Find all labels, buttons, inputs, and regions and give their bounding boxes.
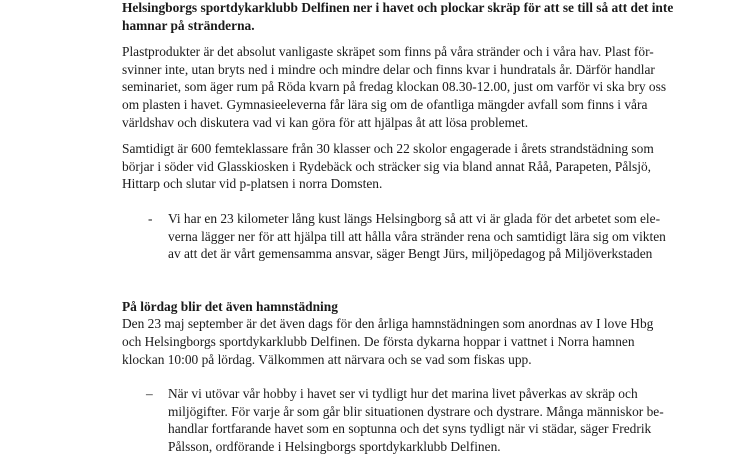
- quote-line: av att det är vårt gemensamma ansvar, säger Bengt Jürs, miljöpedagog på Miljöverkstaden: [168, 246, 653, 262]
- quote-fredrik-palsson: [122, 385, 664, 455]
- paragraph-line: seminariet, som äger rum på Röda kvarn på fredag klockan 08.30-12.00, just om varför vi ska bry oss: [122, 79, 667, 95]
- headline-line: Helsingborgs sportdykarklubb Delfinen ner i havet och plockar skräp för att se till så att det inte: [122, 0, 674, 15]
- paragraph-beach-cleanup: [122, 140, 654, 193]
- paragraph-line: världshav och diskutera vad vi kan göra för att hjälpas åt att lösa problemet.: [122, 114, 529, 130]
- paragraph-line: Hittarp och slutar vid p-platsen i norra Domsten.: [122, 176, 383, 192]
- quote-line: När vi utövar vår hobby i havet ser vi tydligt hur det marina livet påverkas av skräp och: [168, 386, 638, 402]
- paragraph-line: klockan 10:00 på lördag. Välkommen att närvara och se vad som fiskas upp.: [122, 351, 532, 367]
- paragraph-line: och Helsingborgs sportdykarklubb Delfinen. De första dykarna hoppar i vattnet i Norra hamnen: [122, 333, 635, 349]
- quote-line: Vi har en 23 kilometer lång kust längs Helsingborg så att vi är glada för det arbetet som ele-: [168, 210, 661, 226]
- paragraph-line: om plasten i havet. Gymnasieeleverna får lära sig om de ofantliga mängder avfall som finns i våra: [122, 96, 648, 112]
- paragraph-line: börjar i söder vid Glasskiosken i Rydebäck och sträcker sig via bland annat Råå, Parapeten, Pålsjö,: [122, 158, 651, 174]
- document-page: [122, 0, 674, 455]
- paragraph-line: Plastprodukter är det absolut vanligaste skräpet som finns på våra stränder och i våra hav. Plast för-: [122, 44, 654, 60]
- paragraph-line: Samtidigt är 600 femteklassare från 30 klasser och 22 skolor engagerade i årets strandstädning som: [122, 141, 654, 157]
- quote-line: miljögifter. För varje år som går blir situationen dystrare och dystrare. Många människor be-: [168, 403, 664, 419]
- paragraph-harbour-cleanup: [122, 315, 654, 368]
- headline: [122, 0, 674, 34]
- bullet-marker: –: [146, 386, 153, 402]
- quote-line: handlar fortfarande havet som en soptunna och det syns tydligt när vi städar, säger Fredrik: [168, 421, 652, 437]
- headline-line: hamnar på stränderna.: [122, 17, 255, 33]
- paragraph-line: Den 23 maj september är det även dags för den årliga hamnstädningen som anordnas av I love Hbg: [122, 316, 654, 332]
- bullet-marker: -: [148, 210, 153, 226]
- quote-line: Pålsson, ordförande i Helsingborgs sportdykarklubb Delfinen.: [168, 438, 501, 454]
- subheading: På lördag blir det även hamnstädning: [122, 298, 338, 314]
- paragraph-line: svinner inte, utan bryts ned i mindre och mindre delar och finns kvar i hundratals år. Därför handlar: [122, 61, 655, 77]
- quote-bengt-jurs: [122, 210, 666, 263]
- paragraph-intro: [122, 43, 667, 131]
- quote-line: verna lägger ner för att hjälpa till att hålla våra stränder rena och samtidigt lära sig om vikten: [168, 228, 666, 244]
